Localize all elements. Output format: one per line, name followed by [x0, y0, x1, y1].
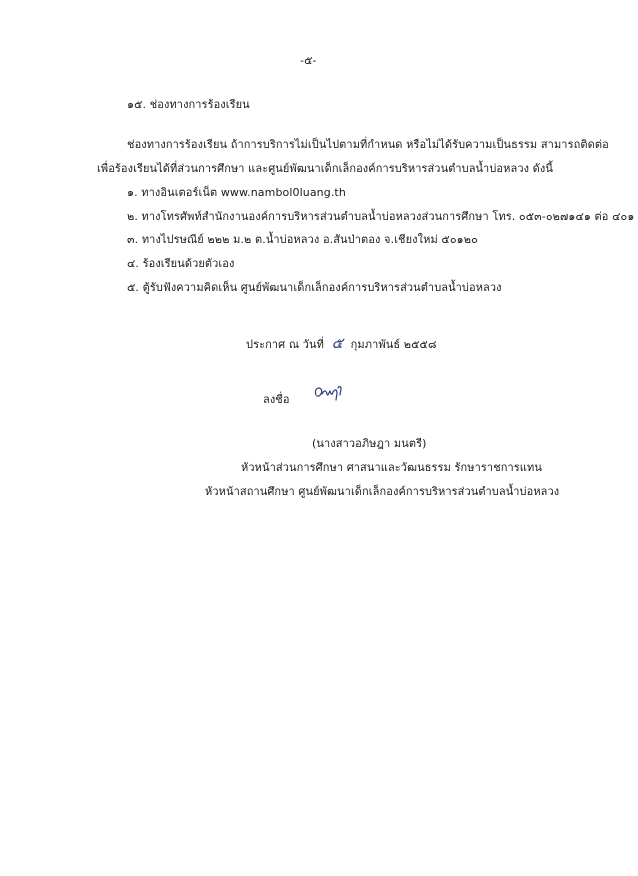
paragraph-line-1: ช่องทางการร้องเรียน ถ้าการบริการไม่เป็นไปตามที่กำหนด หรือไม่ได้รับความเป็นธรรม สามารถติดต่อ — [127, 138, 609, 151]
handwritten-signature — [312, 380, 346, 404]
sign-label: ลงชื่อ — [263, 393, 290, 406]
page-number: -๕- — [300, 54, 317, 67]
signer-name: (นางสาวอภิษฎา มนตรี) — [312, 437, 427, 450]
section-heading: ๑๕. ช่องทางการร้องเรียน — [127, 98, 250, 111]
announcement-month-year: กุมภาพันธ์ ๒๕๕๘ — [350, 338, 437, 351]
channel-item-mail: ๓. ทางไปรษณีย์ ๒๒๒ ม.๒ ต.น้ำบ่อหลวง อ.สันป่าตอง จ.เชียงใหม่ ๕๐๑๒๐ — [127, 233, 478, 246]
announcement-date — [246, 336, 437, 352]
channel-item-internet: ๑. ทางอินเตอร์เน็ต www.nambol0luang.th — [127, 186, 346, 199]
signer-title-line-2: หัวหน้าสถานศึกษา ศูนย์พัฒนาเด็กเล็กองค์การบริหารส่วนตำบลน้ำบ่อหลวง — [205, 485, 560, 498]
announcement-prefix: ประกาศ ณ วันที่ — [246, 338, 324, 351]
signer-title-line-1: หัวหน้าส่วนการศึกษา ศาสนาและวัฒนธรรม รักษาราชการแทน — [241, 461, 542, 474]
channel-item-in-person: ๔. ร้องเรียนด้วยตัวเอง — [127, 257, 235, 270]
channel-item-suggestion-box: ๕. ตู้รับฟังความคิดเห็น ศูนย์พัฒนาเด็กเล็กองค์การบริหารส่วนตำบลน้ำบ่อหลวง — [127, 281, 502, 294]
paragraph-line-2: เพื่อร้องเรียนได้ที่ส่วนการศึกษา และศูนย์พัฒนาเด็กเล็กองค์การบริหารส่วนตำบลน้ำบ่อหลวง ดังนี้ — [97, 162, 553, 175]
announcement-day-handwritten: ๕ — [331, 334, 344, 352]
channel-item-phone: ๒. ทางโทรศัพท์สำนักงานองค์การบริหารส่วนตำบลน้ำบ่อหลวงส่วนการศึกษา โทร. ๐๕๓-๐๒๗๑๔๑ ต่อ ๔๐๑ — [127, 210, 635, 223]
